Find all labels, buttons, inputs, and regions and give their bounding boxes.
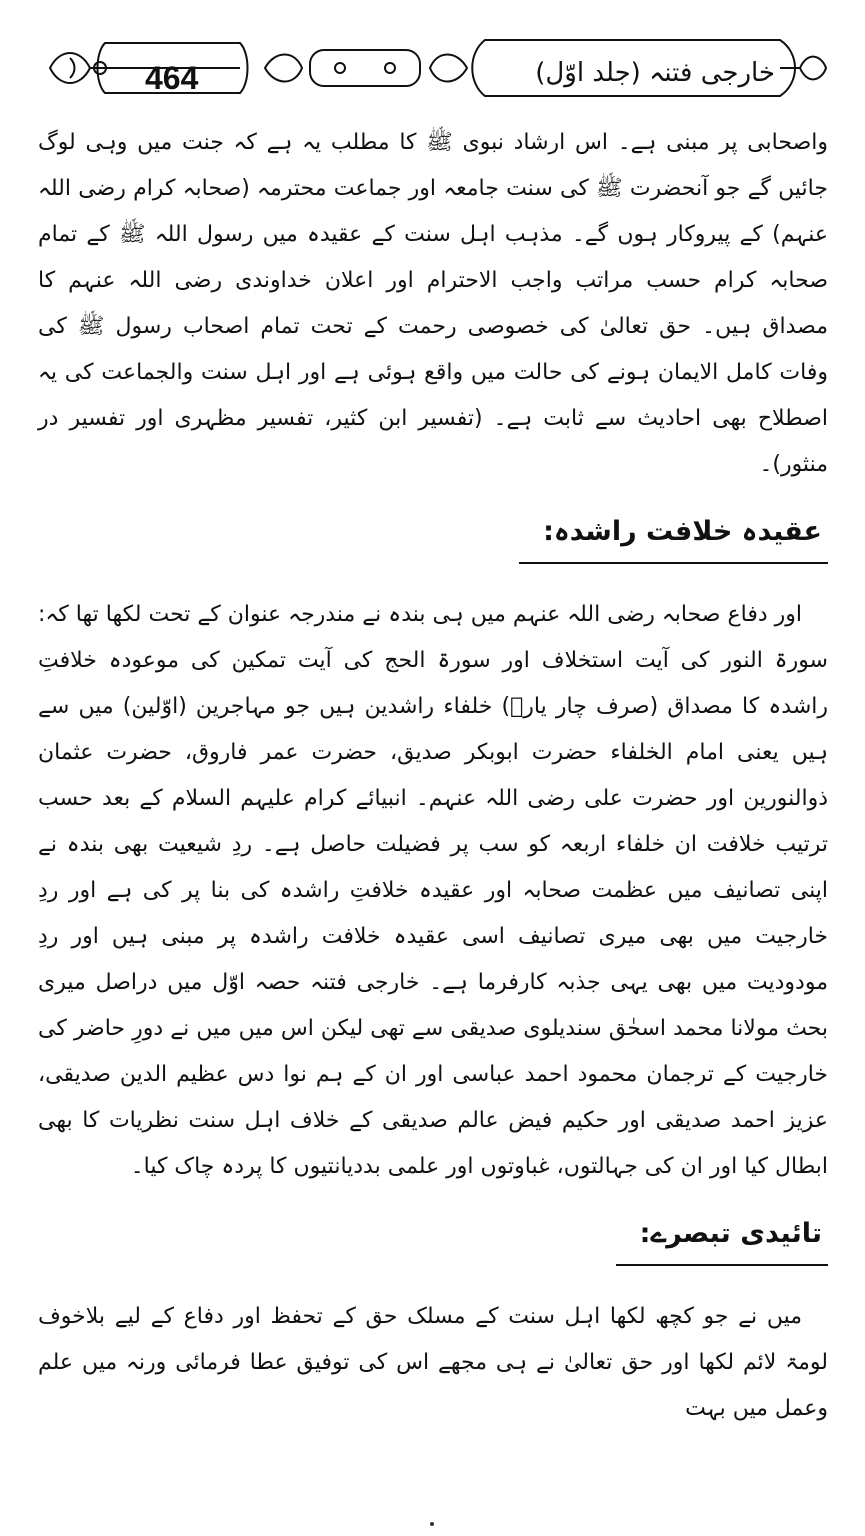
section-heading-khilafat: عقیدہ خلافت راشدہ: bbox=[519, 508, 828, 564]
page-header bbox=[40, 28, 830, 108]
section-heading-wrap bbox=[38, 508, 828, 564]
page-body bbox=[38, 120, 828, 1432]
section-heading-wrap bbox=[38, 1210, 828, 1266]
section-heading-tabsire: تائیدی تبصرے: bbox=[616, 1210, 828, 1266]
paragraph-khilafat: اور دفاع صحابہ رضی اللہ عنہم میں ہی بندہ نے مندرجہ عنوان کے تحت لکھا تھا کہ: سورۃ النور کی آیت استخلاف اور سورۃ الحج کی آیت تمکین کی موعودہ خلافتِ راشدہ کا مصداق (صرف چار یارؓ) خلفاء راشدین ہیں جو مہاجرین (اوّلین) میں سے ہیں یعنی امام الخلفاء حضرت ابوبکر صدیق، حضرت عمر فاروق، حضرت عثمان ذوالنورین اور حضرت علی رضی اللہ عنہم۔ انبیائے کرام علیہم السلام کے بعد حسب ترتیب خلافت ان خلفاء اربعہ کو سب پر فضیلت حاصل ہے۔ ردِ شیعیت بھی بندہ نے اپنی تصانیف میں عظمت صحابہ اور عقیدہ خلافتِ راشدہ کی بنا پر کی ہے اور ردِ خارجیت میں بھی میری تصانیف اسی عقیدہ خلافت راشدہ پر مبنی ہیں اور ردِ مودودیت میں بھی یہی جذبہ کارفرما ہے۔ خارجی فتنہ حصہ اوّل میں دراصل میری بحث مولانا محمد اسحٰق سندیلوی صدیقی سے تھی لیکن اس میں میں نے دورِ حاضر کی خارجیت کے ترجمان محمود احمد عباسی اور ان کے ہم نوا دس عظیم الدین صدیقی، عزیز احمد صدیقی اور حکیم فیض عالم صدیقی کے خلاف اہل سنت نظریات کا بھی ابطال کیا اور ان کی جہالتوں، غباوتوں اور علمی بددیانتیوں کا پردہ چاک کیا۔ bbox=[38, 602, 828, 1179]
paragraph-intro: واصحابی پر مبنی ہے۔ اس ارشاد نبوی ﷺ کا مطلب یہ ہے کہ جنت میں وہی لوگ جائیں گے جو آنحضرت ﷺ کی سنت جامعہ اور جماعت محترمہ (صحابہ کرام رضی اللہ عنہم) کے پیروکار ہوں گے۔ مذہب اہل سنت کے عقیدہ میں رسول اللہ ﷺ کے تمام صحابہ کرام حسب مراتب واجب الاحترام اور اعلان خداوندی رضی اللہ عنہم کا مصداق ہیں۔ حق تعالیٰ کی خصوصی رحمت کے تحت تمام اصحاب رسول ﷺ کی وفات کامل الایمان ہونے کی حالت میں واقع ہوئی ہے اور اہل سنت والجماعت کی یہ اصطلاح بھی احادیث سے ثابت ہے۔ (تفسیر ابن کثیر، تفسیر مظہری اور تفسیر در منثور)۔ bbox=[38, 130, 828, 477]
page-number: 464 bbox=[145, 60, 199, 96]
page-mark-dot bbox=[430, 1522, 434, 1526]
running-title: خارجی فتنہ (جلد اوّل) bbox=[535, 58, 775, 88]
paragraph-tabsire: میں نے جو کچھ لکھا اہل سنت کے مسلک حق کے تحفظ اور دفاع کے لیے بلاخوف لومۃ لائم لکھا اور حق تعالیٰ نے ہی مجھے اس کی توفیق عطا فرمائی ورنہ میں علم وعمل میں بہت bbox=[38, 1304, 828, 1421]
